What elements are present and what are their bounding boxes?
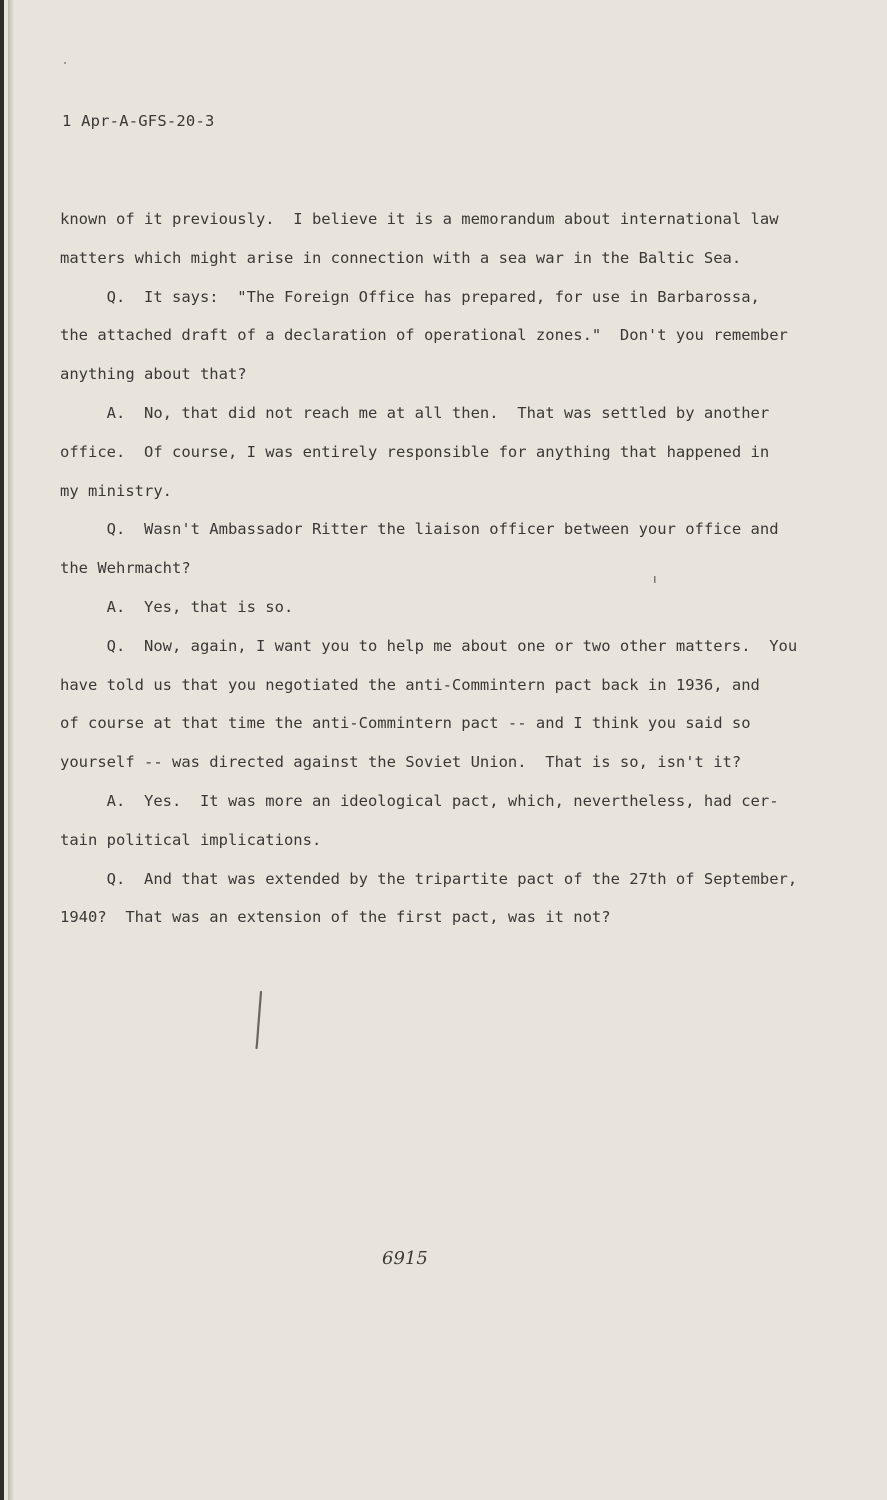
pencil-mark bbox=[252, 990, 266, 1050]
text-line: office. Of course, I was entirely responsible for anything that happened in bbox=[60, 442, 770, 461]
paper-speck bbox=[62, 60, 68, 66]
text-line: yourself -- was directed against the Soviet Union. That is so, isn't it? bbox=[60, 753, 742, 772]
text-line: of course at that time the anti-Commintern pact -- and I think you said so bbox=[60, 714, 751, 733]
text-line: A. Yes, that is so. bbox=[60, 597, 294, 616]
page-number: 6915 bbox=[382, 1248, 428, 1269]
text-line: 1940? That was an extension of the first pact, was it not? bbox=[60, 908, 611, 927]
text-line: Q. Wasn't Ambassador Ritter the liaison officer between your office and bbox=[60, 520, 779, 539]
text-line: my ministry. bbox=[60, 481, 172, 500]
document-reference: 1 Apr-A-GFS-20-3 bbox=[62, 112, 215, 130]
transcript-body bbox=[60, 205, 860, 942]
text-line: A. Yes. It was more an ideological pact, which, nevertheless, had cer- bbox=[60, 791, 779, 810]
page-edge-shadow bbox=[8, 0, 14, 1500]
text-line: the Wehrmacht? bbox=[60, 559, 191, 578]
text-line: Q. And that was extended by the tripartite pact of the 27th of September, bbox=[60, 869, 798, 888]
text-line: known of it previously. I believe it is a memorandum about international law bbox=[60, 210, 779, 228]
text-line: have told us that you negotiated the anti-Commintern pact back in 1936, and bbox=[60, 675, 760, 694]
text-line: matters which might arise in connection with a sea war in the Baltic Sea. bbox=[60, 248, 742, 267]
text-line: tain political implications. bbox=[60, 830, 322, 849]
text-line: the attached draft of a declaration of operational zones." Don't you remember bbox=[60, 326, 788, 345]
paper-speck bbox=[652, 575, 658, 585]
text-line: anything about that? bbox=[60, 365, 247, 384]
text-line: Q. It says: "The Foreign Office has prepared, for use in Barbarossa, bbox=[60, 287, 760, 306]
text-line: A. No, that did not reach me at all then. That was settled by another bbox=[60, 403, 770, 422]
text-line: Q. Now, again, I want you to help me about one or two other matters. You bbox=[60, 636, 798, 655]
